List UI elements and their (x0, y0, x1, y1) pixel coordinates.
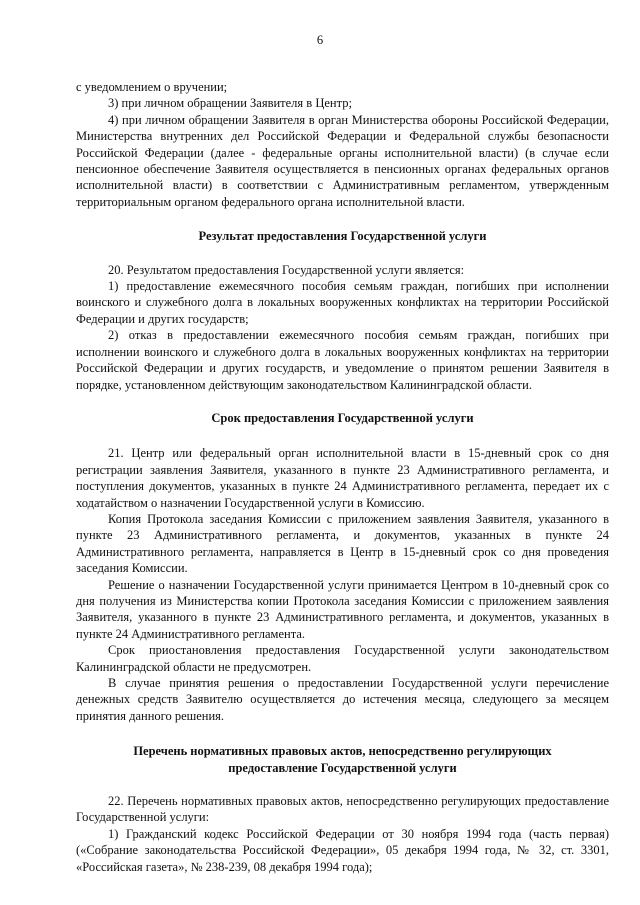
paragraph-20: 20. Результатом предоставления Государственной услуги является: (108, 262, 465, 277)
paragraph-delivery-notice: с уведомлением о вручении; (76, 80, 228, 94)
page-content (76, 79, 609, 875)
heading-legal-acts-line-1: Перечень нормативных правовых актов, непосредственно регулирующих (133, 744, 552, 759)
page-number: 6 (316, 33, 324, 47)
paragraph-item-4: 4) при личном обращении Заявителя в орган Министерства обороны Российской Федерации, Министерства внутренних дел Российской Федерации и Федеральной службы безопасности Российской Федерации (далее - федеральные органы исполнительной власти) (в случае если пенсионное обеспечение Заявителя осуществляется в пенсионных органах федеральных органов исполнительной власти) в соответствии с Административным регламентом, утвержденным территориальным органом федерального органа исполнительной власти. (76, 112, 609, 209)
paragraph-20-item-1: 1) предоставление ежемесячного пособия семьям граждан, погибших при исполнении воинского и служебного долга в локальных вооруженных конфликтах на территории Российской Федерации и других государств; (76, 279, 609, 326)
paragraph-suspension: Срок приостановления предоставления Государственной услуги законодательством Калининградской области не предусмотрен. (76, 643, 609, 674)
paragraph-item-3: 3) при личном обращении Заявителя в Центр; (108, 96, 352, 111)
paragraph-transfer: В случае принятия решения о предоставлении Государственной услуги перечисление денежных средств Заявителю осуществляется до истечения месяца, следующего за месяцем принятия данного решения. (76, 676, 609, 723)
heading-legal-acts (76, 743, 609, 776)
paragraph-22-item-1: 1) Гражданский кодекс Российской Федерации от 30 ноября 1994 года (часть первая) («Собрание законодательства Российской Федерации», 05 декабря 1994 года, № 32, ст. 3301, «Российская газета», № 238-239, 08 декабря 1994 года); (76, 826, 609, 874)
heading-term: Срок предоставления Государственной услуги (211, 410, 474, 425)
paragraph-decision: Решение о назначении Государственной услуги принимается Центром в 10-дневный срок со дня получения из Министерства копии Протокола заседания Комиссии с приложением заявления Заявителя, указанного в пункте 23 Административного регламента, и документов, указанных в пункте 24 Административного регламента. (76, 577, 609, 641)
heading-result: Результат предоставления Государственной услуги (198, 229, 487, 244)
paragraph-protocol-copy: Копия Протокола заседания Комиссии с приложением заявления Заявителя, указанного в пункте 23 Административного регламента, и документов, указанных в пункте 24 Административного регламента, направляется в Центр в 15-дневный срок со дня проведения заседания Комиссии. (76, 511, 609, 576)
paragraph-22: 22. Перечень нормативных правовых актов, непосредственно регулирующих предоставление Государственной услуги: (76, 794, 609, 825)
heading-legal-acts-line-2: предоставление Государственной услуги (228, 760, 457, 775)
paragraph-20-item-2: 2) отказ в предоставлении ежемесячного пособия семьям граждан, погибших при исполнении воинского и служебного долга в локальных вооруженных конфликтах на территории Российской Федерации и других государств, и уведомление о принятом решении Заявителя в порядке, установленном действующим законодательством Калининградской области. (76, 328, 609, 392)
paragraph-21: 21. Центр или федеральный орган исполнительной власти в 15-дневный срок со дня регистрации заявления Заявителя, указанного в пункте 23 Административного регламента, и поступления документов, указанных в пункте 24 Административного регламента, передает их с ходатайством о назначении Государственной услуги в Комиссию. (76, 446, 609, 510)
